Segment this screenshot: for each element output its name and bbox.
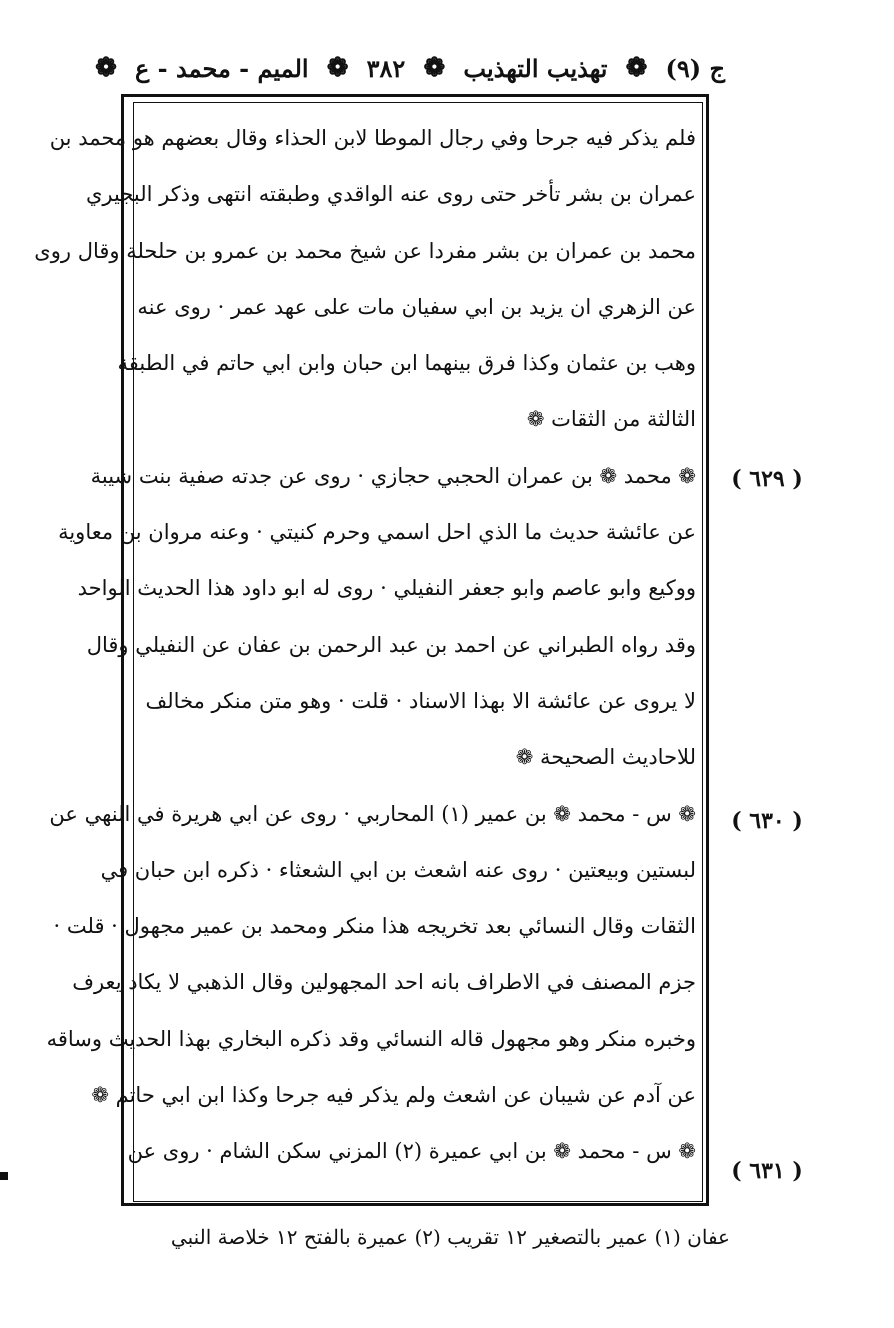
entry-number: ( ٦٢٩ )	[731, 466, 803, 492]
text-line: الثقات وقال النسائي بعد تخريجه هذا منكر ومحمد بن عمير مجهول · قلت ·	[53, 914, 696, 939]
text-line: عن عائشة حديث ما الذي احل اسمي وحرم كنيتي · وعنه مروان بن معاوية	[58, 520, 696, 545]
text-line: عن الزهري ان يزيد بن ابي سفيان مات على عهد عمر · روى عنه	[137, 294, 696, 319]
text-line: للاحاديث الصحيحة ❁	[515, 745, 696, 770]
ornament-icon: ❁	[326, 53, 349, 83]
header-page-number: ٣٨٢	[366, 53, 406, 83]
main-text	[34, 110, 696, 1180]
running-header	[95, 44, 725, 92]
text-line: وخبره منكر وهو مجهول قاله النسائي وقد ذكره البخاري بهذا الحديث وساقه	[46, 1026, 696, 1051]
text-line: عن آدم عن شيبان عن اشعث ولم يذكر فيه جرحا وكذا ابن ابي حاتم ❁	[91, 1083, 696, 1108]
text-line: ❁ محمد ❁ بن عمران الحجبي حجازي · روى عن جدته صفية بنت شيبة	[90, 463, 696, 488]
entry-number: ( ٦٣١ )	[731, 1158, 803, 1184]
text-line: لا يروى عن عائشة الا بهذا الاسناد · قلت · وهو متن منكر مخالف	[145, 688, 696, 713]
ornament-icon: ❁	[423, 53, 446, 83]
text-line: ❁ س - محمد ❁ بن ابي عميرة (٢) المزني سكن الشام · روى عن	[127, 1139, 696, 1164]
text-line: ❁ س - محمد ❁ بن عمير (١) المحاربي · روى عن ابي هريرة في النهي عن	[49, 801, 696, 826]
ornament-icon: ❁	[625, 53, 648, 83]
text-line: عمران بن بشر تأخر حتى روى عنه الواقدي وطبقته انتهى وذكر البجيري	[85, 182, 696, 207]
header-section: الميم - محمد - ع	[135, 53, 309, 83]
ornament-icon: ❁	[95, 53, 117, 83]
text-line: الثالثة من الثقات ❁	[526, 407, 696, 432]
text-line: لبستين وبيعتين · روى عنه اشعث بن ابي الشعثاء · ذكره ابن حبان في	[100, 857, 696, 882]
scan-edge-mark	[0, 1172, 8, 1180]
entry-number: ( ٦٣٠ )	[731, 808, 803, 834]
text-line: محمد بن عمران بن بشر مفردا عن شيخ محمد بن عمرو بن حلحلة وقال روى	[34, 238, 696, 263]
text-line: ووكيع وابو عاصم وابو جعفر النفيلي · روى له ابو داود هذا الحديث الواحد	[77, 576, 696, 601]
text-line: وهب بن عثمان وكذا فرق بينهما ابن حبان وابن ابي حاتم في الطبقة	[117, 351, 696, 376]
text-line: جزم المصنف في الاطراف بانه احد المجهولين وقال الذهبي لا يكاد يعرف	[72, 970, 696, 995]
footnote: عفان (١) عمير بالتصغير ١٢ تقريب (٢) عميرة بالفتح ١٢ خلاصة النبي	[170, 1225, 730, 1249]
header-volume: ج (٩)	[665, 53, 725, 83]
text-line: وقد رواه الطبراني عن احمد بن عبد الرحمن بن عفان عن النفيلي وقال	[86, 632, 696, 657]
header-book-title: تهذيب التهذيب	[463, 53, 608, 83]
text-line: فلم يذكر فيه جرحا وفي رجال الموطا لابن الحذاء وقال بعضهم هو محمد بن	[49, 126, 696, 150]
